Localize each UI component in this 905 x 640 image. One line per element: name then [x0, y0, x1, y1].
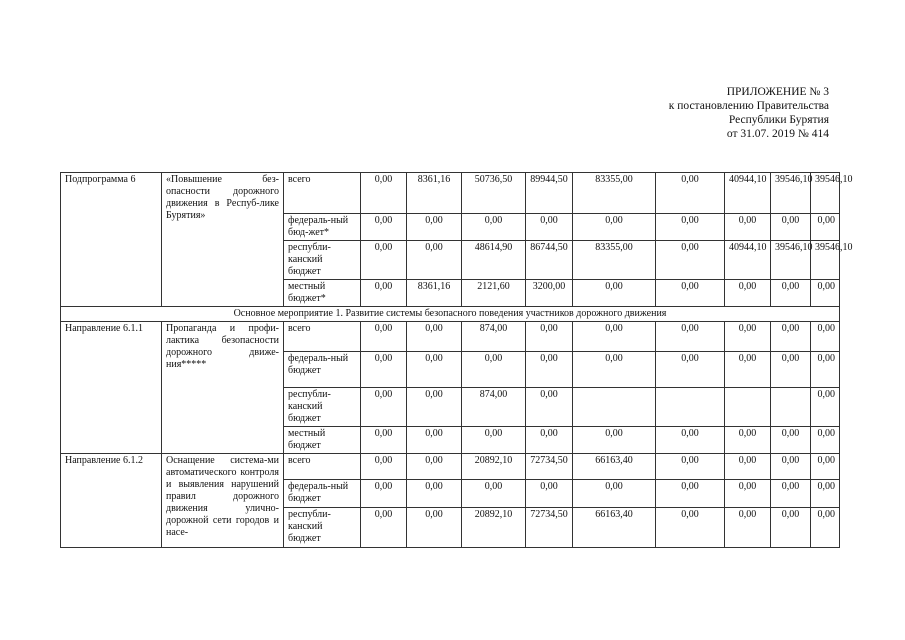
dir1-code: Направление 6.1.1: [61, 322, 162, 454]
amount-cell: 0,00: [725, 508, 771, 548]
amount-cell: 0,00: [656, 214, 725, 241]
amount-cell: 83355,00: [573, 173, 656, 214]
amount-cell: 66163,40: [573, 508, 656, 548]
amount-cell: 0,00: [771, 352, 811, 388]
amount-cell: 8361,16: [407, 173, 462, 214]
funding-source: местный бюджет*: [284, 280, 361, 307]
amount-cell: 0,00: [407, 508, 462, 548]
amount-cell: 0,00: [407, 241, 462, 280]
amount-cell: 89944,50: [526, 173, 573, 214]
amount-cell: 0,00: [407, 352, 462, 388]
section-row: [61, 307, 840, 322]
amount-cell: 39546,10: [771, 173, 811, 214]
dir2-code: Направление 6.1.2: [61, 454, 162, 548]
amount-cell: 0,00: [725, 280, 771, 307]
funding-source: федераль-ный бюджет: [284, 352, 361, 388]
amount-cell: 83355,00: [573, 241, 656, 280]
financing-table: [60, 172, 853, 548]
amount-cell: 0,00: [361, 322, 407, 352]
appendix-title: ПРИЛОЖЕНИЕ № 3: [726, 86, 829, 98]
amount-cell: 72734,50: [526, 454, 573, 480]
amount-cell: 0,00: [407, 322, 462, 352]
amount-cell: 0,00: [573, 280, 656, 307]
amount-cell: 40944,10: [725, 173, 771, 214]
amount-cell: 0,00: [361, 480, 407, 508]
amount-cell: 8361,16: [407, 280, 462, 307]
amount-cell: 39546,10: [771, 241, 811, 280]
program-code: Подпрограмма 6: [61, 173, 162, 307]
amount-cell: 0,00: [526, 388, 573, 427]
amount-cell: 0,00: [407, 427, 462, 454]
amount-cell: 0,00: [725, 322, 771, 352]
amount-cell: 0,00: [407, 388, 462, 427]
funding-source: республи-канский бюджет: [284, 508, 361, 548]
amount-cell: 39546,10: [811, 241, 840, 280]
amount-cell: 0,00: [656, 280, 725, 307]
amount-cell: 0,00: [811, 322, 840, 352]
amount-cell: 72734,50: [526, 508, 573, 548]
amount-cell: 0,00: [656, 454, 725, 480]
amount-cell: 0,00: [656, 173, 725, 214]
amount-cell: 0,00: [811, 280, 840, 307]
amount-cell: 0,00: [526, 322, 573, 352]
amount-cell: 0,00: [361, 352, 407, 388]
republic-name: Республики Бурятия: [728, 114, 829, 126]
amount-cell: 0,00: [811, 480, 840, 508]
amount-cell: 0,00: [656, 480, 725, 508]
amount-cell: 0,00: [811, 352, 840, 388]
funding-source: федераль-ный бюджет: [284, 480, 361, 508]
dir1-name: Пропаганда и профи-лактика безопасности дорожного движе-ния*****: [162, 322, 284, 454]
amount-cell: 0,00: [811, 388, 840, 427]
amount-cell: 0,00: [656, 427, 725, 454]
amount-cell: 874,00: [462, 322, 526, 352]
amount-cell: 0,00: [573, 427, 656, 454]
amount-cell: 874,00: [462, 388, 526, 427]
amount-cell: 0,00: [656, 241, 725, 280]
amount-cell: 2121,60: [462, 280, 526, 307]
amount-cell: 0,00: [526, 427, 573, 454]
amount-cell: [656, 388, 725, 427]
amount-cell: 0,00: [811, 454, 840, 480]
amount-cell: 0,00: [771, 508, 811, 548]
amount-cell: 0,00: [573, 322, 656, 352]
amount-cell: 0,00: [407, 214, 462, 241]
amount-cell: 0,00: [361, 454, 407, 480]
amount-cell: 0,00: [656, 352, 725, 388]
funding-source: республи-канский бюджет: [284, 241, 361, 280]
amount-cell: 0,00: [361, 173, 407, 214]
amount-cell: 0,00: [656, 322, 725, 352]
amount-cell: 0,00: [407, 480, 462, 508]
amount-cell: 3200,00: [526, 280, 573, 307]
amount-cell: 0,00: [361, 280, 407, 307]
amount-cell: 0,00: [462, 480, 526, 508]
amount-cell: [725, 388, 771, 427]
amount-cell: 0,00: [526, 352, 573, 388]
amount-cell: 0,00: [526, 214, 573, 241]
amount-cell: 66163,40: [573, 454, 656, 480]
amount-cell: 0,00: [656, 508, 725, 548]
amount-cell: 0,00: [526, 480, 573, 508]
amount-cell: 0,00: [811, 508, 840, 548]
amount-cell: 20892,10: [462, 508, 526, 548]
amount-cell: 50736,50: [462, 173, 526, 214]
funding-source: федераль-ный бюд-жет*: [284, 214, 361, 241]
amount-cell: 0,00: [361, 241, 407, 280]
amount-cell: [573, 388, 656, 427]
amount-cell: 20892,10: [462, 454, 526, 480]
funding-source: местный бюджет: [284, 427, 361, 454]
amount-cell: 0,00: [725, 427, 771, 454]
amount-cell: 0,00: [573, 352, 656, 388]
amount-cell: 39546,10: [811, 173, 840, 214]
amount-cell: 48614,90: [462, 241, 526, 280]
amount-cell: 0,00: [725, 214, 771, 241]
amount-cell: 0,00: [725, 454, 771, 480]
amount-cell: 0,00: [771, 454, 811, 480]
amount-cell: 0,00: [462, 214, 526, 241]
amount-cell: 0,00: [462, 427, 526, 454]
amount-cell: 0,00: [811, 427, 840, 454]
program-row: [61, 173, 840, 214]
amount-cell: 0,00: [361, 388, 407, 427]
dir2-name: Оснащение система-ми автоматического контроля и выявления нарушений правил дорожного движения улично-дорожной сети городов и насе-: [162, 454, 284, 548]
amount-cell: 0,00: [771, 427, 811, 454]
amount-cell: 0,00: [771, 480, 811, 508]
amount-cell: 0,00: [725, 352, 771, 388]
amount-cell: 0,00: [361, 427, 407, 454]
amount-cell: 0,00: [573, 480, 656, 508]
amount-cell: 86744,50: [526, 241, 573, 280]
funding-source: всего: [284, 173, 361, 214]
section-title: Основное мероприятие 1. Развитие системы безопасного поведения участников дорожного движения: [61, 307, 840, 322]
amount-cell: 0,00: [462, 352, 526, 388]
decree-reference: к постановлению Правительства: [668, 100, 829, 112]
dir1-row: [61, 322, 840, 352]
decree-date-number: от 31.07. 2019 № 414: [726, 128, 829, 140]
document-header: [669, 85, 829, 141]
amount-cell: 0,00: [361, 508, 407, 548]
funding-source: республи-канский бюджет: [284, 388, 361, 427]
funding-source: всего: [284, 454, 361, 480]
amount-cell: 0,00: [725, 480, 771, 508]
funding-source: всего: [284, 322, 361, 352]
dir2-row: [61, 454, 840, 480]
amount-cell: 0,00: [771, 214, 811, 241]
amount-cell: [771, 388, 811, 427]
amount-cell: 0,00: [771, 322, 811, 352]
amount-cell: 0,00: [361, 214, 407, 241]
amount-cell: 0,00: [573, 214, 656, 241]
program-name: «Повышение без-опасности дорожного движения в Респуб-лике Бурятия»: [162, 173, 284, 307]
amount-cell: 0,00: [407, 454, 462, 480]
amount-cell: 0,00: [771, 280, 811, 307]
amount-cell: 0,00: [811, 214, 840, 241]
amount-cell: 40944,10: [725, 241, 771, 280]
